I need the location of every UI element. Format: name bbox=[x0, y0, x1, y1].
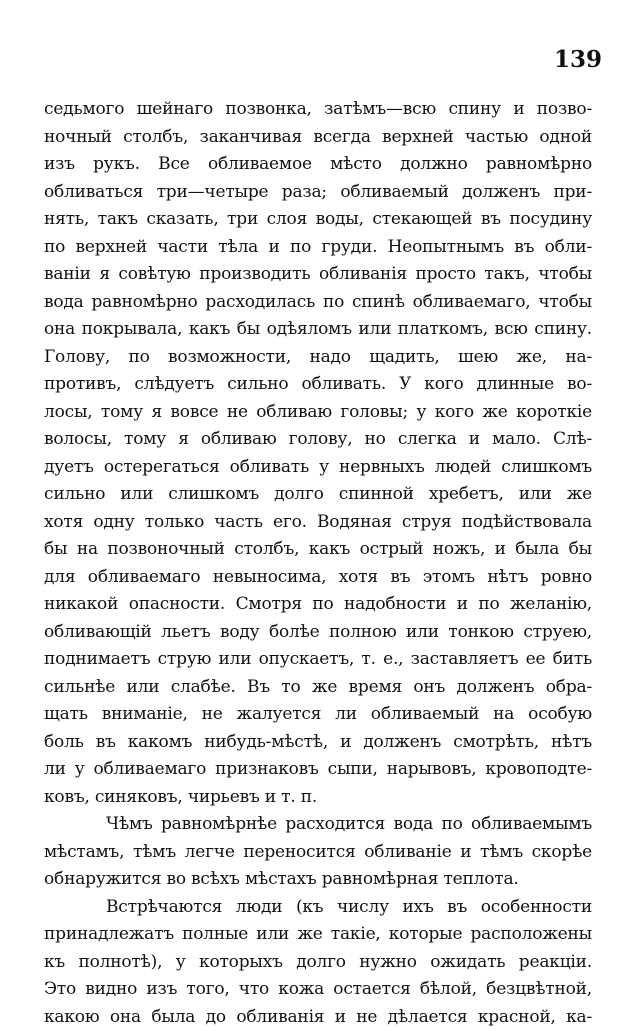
text-line: никакой опасности. Смотря по надобности и по желанію, bbox=[44, 591, 592, 619]
text-line: дуетъ остерегаться обливать у нервныхъ людей слишкомъ bbox=[44, 454, 592, 482]
text-line: противъ, слѣдуетъ сильно обливать. У кого длинные во- bbox=[44, 371, 592, 399]
text-line: сильнѣе или слабѣе. Въ то же время онъ долженъ обра- bbox=[44, 674, 592, 702]
text-line: ли у обливаемаго признаковъ сыпи, нарывовъ, кровоподте- bbox=[44, 756, 592, 784]
paragraph bbox=[44, 811, 592, 894]
paragraph bbox=[44, 96, 592, 811]
text-line: къ полнотѣ), у которыхъ долго нужно ожидать реакціи. bbox=[44, 949, 592, 977]
text-line: боль въ какомъ нибудь-мѣстѣ, и долженъ смотрѣть, нѣтъ bbox=[44, 729, 592, 757]
text-line: щать вниманіе, не жалуется ли обливаемый на особую bbox=[44, 701, 592, 729]
text-line: изъ рукъ. Все обливаемое мѣсто должно равномѣрно bbox=[44, 151, 592, 179]
body-text bbox=[44, 96, 592, 1031]
text-line: Чѣмъ равномѣрнѣе расходится вода по обливаемымъ bbox=[44, 811, 592, 839]
text-line: ваніи я совѣтую производить обливанія просто такъ, чтобы bbox=[44, 261, 592, 289]
page-number: 139 bbox=[554, 46, 602, 73]
text-line: обливаться три—четыре раза; обливаемый долженъ при- bbox=[44, 179, 592, 207]
text-line: нять, такъ сказать, три слоя воды, стекающей въ посудину bbox=[44, 206, 592, 234]
text-line: по верхней части тѣла и по груди. Неопытнымъ въ обли- bbox=[44, 234, 592, 262]
text-line: бы на позвоночный столбъ, какъ острый ножъ, и была бы bbox=[44, 536, 592, 564]
text-line: хотя одну только часть его. Водяная струя подѣйствовала bbox=[44, 509, 592, 537]
text-line: мѣстамъ, тѣмъ легче переносится обливаніе и тѣмъ скорѣе bbox=[44, 839, 592, 867]
text-line: Встрѣчаются люди (къ числу ихъ въ особенности bbox=[44, 894, 592, 922]
text-line: Голову, по возможности, надо щадить, шею же, на- bbox=[44, 344, 592, 372]
text-line: обнаружится во всѣхъ мѣстахъ равномѣрная теплота. bbox=[44, 866, 592, 894]
text-line: седьмого шейнаго позвонка, затѣмъ—всю спину и позво- bbox=[44, 96, 592, 124]
text-line: ночный столбъ, заканчивая всегда верхней частью одной bbox=[44, 124, 592, 152]
text-line: принадлежатъ полные или же такіе, которые расположены bbox=[44, 921, 592, 949]
text-line: ковъ, синяковъ, чирьевъ и т. п. bbox=[44, 784, 592, 812]
text-line: волосы, тому я обливаю голову, но слегка и мало. Слѣ- bbox=[44, 426, 592, 454]
text-line: лосы, тому я вовсе не обливаю головы; у кого же короткіе bbox=[44, 399, 592, 427]
text-line: для обливаемаго невыносима, хотя въ этомъ нѣтъ ровно bbox=[44, 564, 592, 592]
text-line: какою она была до обливанія и не дѣлается красной, ка- bbox=[44, 1004, 592, 1031]
text-line: Это видно изъ того, что кожа остается бѣлой, безцвѣтной, bbox=[44, 976, 592, 1004]
text-line: она покрывала, какъ бы одѣяломъ или платкомъ, всю спину. bbox=[44, 316, 592, 344]
paragraph bbox=[44, 894, 592, 1031]
text-line: сильно или слишкомъ долго спинной хребетъ, или же bbox=[44, 481, 592, 509]
text-line: вода равномѣрно расходилась по спинѣ обливаемаго, чтобы bbox=[44, 289, 592, 317]
text-line: обливающій льетъ воду болѣе полною или тонкою струею, bbox=[44, 619, 592, 647]
text-line: поднимаетъ струю или опускаетъ, т. е., заставляетъ ее бить bbox=[44, 646, 592, 674]
